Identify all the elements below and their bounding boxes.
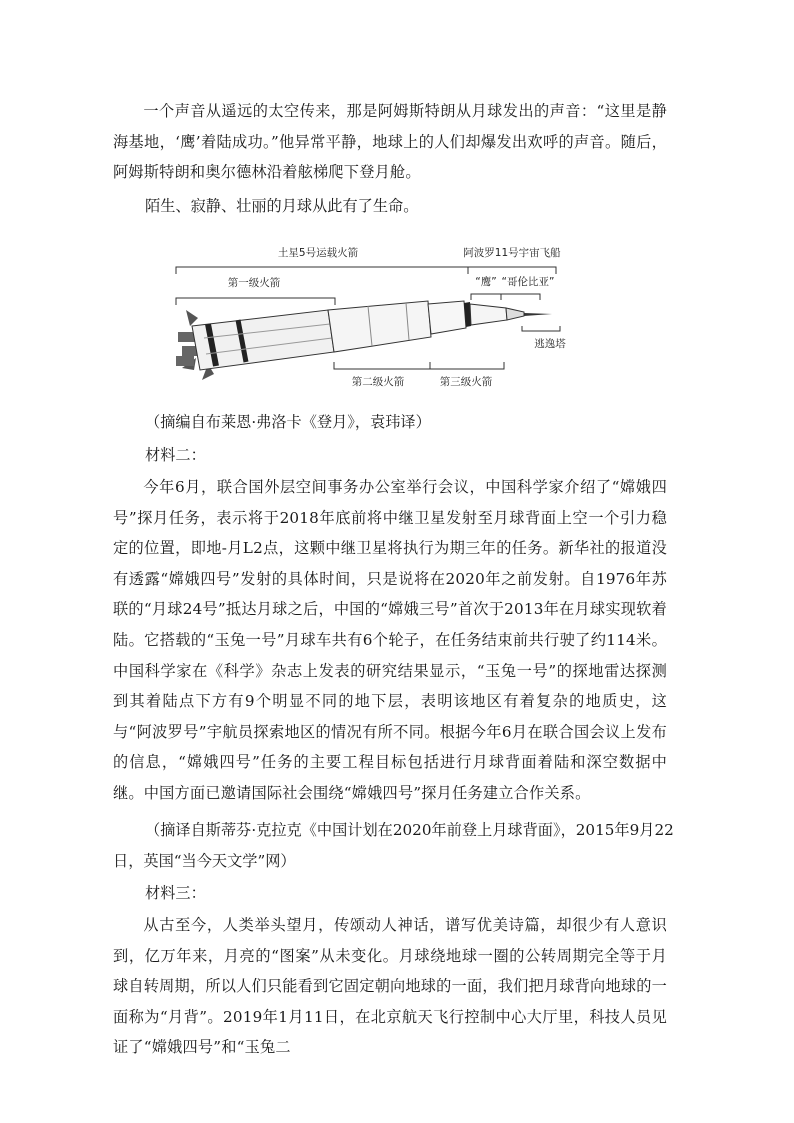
bracket-saturn-v [176, 267, 556, 274]
label-saturn-v: 土星5号运载火箭 [277, 247, 359, 259]
label-columbia: “哥伦比亚” [501, 276, 555, 288]
bracket-stage-1 [176, 298, 335, 305]
citation-clark-line2: 日，英国“当今天文学”网） [113, 852, 296, 870]
citation-clark-line1: （摘译自斯蒂芬·克拉克《中国计划在2020年前登上月球背面》，2015年9月22 [145, 821, 674, 839]
paragraph-change4-mission: 今年6月，联合国外层空间事务办公室举行会议，中国科学家介绍了“嫦娥四号”探月任务，表示将于2018年底前将中继卫星发射至月球背面上空一个引力稳定的位置，即地-月L2点，这颗中继卫星将执行为期三年的任务。新华社的报道没有透露“嫦娥四号”发射的具体时间，只是说将在2020年之前发射。自1976年苏联的“月球24号”抵达月球之后，中国的“嫦娥三号”首次于2013年在月球实现软着陆。它搭载的“玉兔一号”月球车共有6个轮子，在任务结束前共行驶了约114米。中国科学家在《科学》杂志上发表的研究结果显示，“玉兔一号”的探地雷达探测到其着陆点下方有9个明显不同的地下层，表明该地区有着复杂的地质史，这与“阿波罗号”宇航员探索地区的情况有所不同。根据今年6月在联合国会议上发布的信息，“嫦娥四号”任务的主要工程目标包括进行月球背面着陆和深空数据中继。中国方面已邀请国际社会围绕“嫦娥四号”探月任务建立合作关系。 [113, 478, 667, 802]
label-eagle: “鹰” [475, 276, 497, 288]
bracket-lower-stages [334, 362, 504, 369]
bracket-apollo-modules [471, 294, 540, 300]
label-escape-tower: 逃逸塔 [534, 338, 566, 350]
paragraph-moon-life: 陌生、寂静、壮丽的月球从此有了生命。 [145, 197, 419, 215]
heading-material-2: 材料二： [145, 446, 206, 464]
heading-material-3: 材料三： [145, 884, 206, 902]
label-stage-1: 第一级火箭 [227, 277, 281, 289]
paragraph-moon-far-side: 从古至今，人类举头望月，传颂动人神话，谱写优美诗篇，却很少有人意识到，亿万年来，月亮的“图案”从未变化。月球绕地球一圈的公转周期完全等于月球自转周期，所以人们只能看到它固定朝向地球的一面，我们把月球背向地球的一面称为“月背”。2019年1月11日，在北京航天飞行控制中心大厅里，科技人员见证了“嫦娥四号”和“玉兔二 [113, 916, 667, 1057]
paragraph-landing: 一个声音从遥远的太空传来，那是阿姆斯特朗从月球发出的声音：“这里是静海基地，‘鹰’着陆成功。”他异常平静，地球上的人们却爆发出欢呼的声音。随后，阿姆斯特朗和奥尔德林沿着舷梯爬下登月舱。 [113, 102, 667, 182]
label-stage-2: 第二级火箭 [351, 376, 405, 388]
rocket-body [176, 301, 552, 380]
label-stage-3: 第三级火箭 [439, 376, 493, 388]
saturn-v-rocket-diagram [168, 238, 578, 400]
bracket-escape-tower [522, 326, 560, 331]
label-apollo-11: 阿波罗11号宇宙飞船 [463, 247, 561, 259]
citation-landing: （摘编自布莱恩·弗洛卡《登月》，袁玮译） [145, 413, 431, 431]
